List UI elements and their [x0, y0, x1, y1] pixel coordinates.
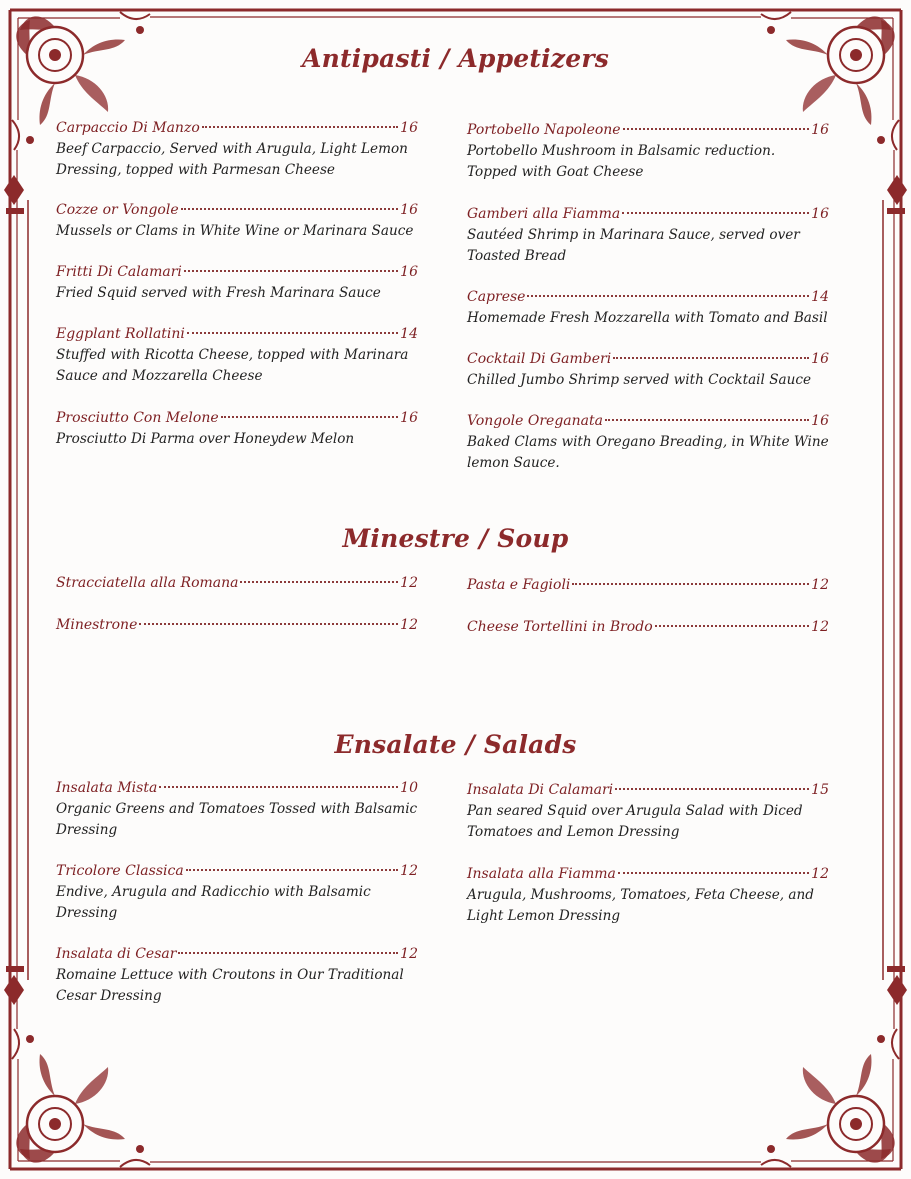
item-name: Eggplant Rollatini: [56, 326, 185, 342]
item-price: 12: [400, 617, 418, 633]
item-description: Sautéed Shrimp in Marinara Sauce, served over Toasted Bread: [467, 227, 800, 264]
item-name: Carpaccio Di Manzo: [56, 120, 200, 136]
item-name: Tricolore Classica: [56, 863, 184, 879]
section-title-minestre: Minestre / Soup: [342, 524, 569, 553]
dotted-leader: [572, 583, 809, 585]
menu-item: [467, 206, 829, 266]
menu-item: [56, 780, 418, 840]
item-name: Gamberi alla Fiamma: [467, 206, 621, 222]
item-name: Cheese Tortellini in Brodo: [467, 619, 653, 635]
section-title-ensalate: Ensalate / Salads: [334, 730, 577, 759]
item-price: 16: [400, 410, 418, 426]
item-description: Baked Clams with Oregano Breading, in White Wine lemon Sauce.: [467, 434, 829, 471]
item-description: Pan seared Squid over Arugula Salad with Diced Tomatoes and Lemon Dressing: [467, 803, 803, 840]
menu-item: [467, 782, 829, 842]
item-description: Chilled Jumbo Shrimp served with Cocktail Sauce: [467, 372, 812, 388]
item-description: Fried Squid served with Fresh Marinara Sauce: [56, 285, 381, 301]
menu-item: [467, 413, 829, 473]
item-name: Fritti Di Calamari: [56, 264, 182, 280]
item-name: Portobello Napoleone: [467, 122, 621, 138]
item-price: 16: [400, 264, 418, 280]
dotted-leader: [184, 270, 398, 272]
dotted-leader: [613, 357, 809, 359]
item-description: Homemade Fresh Mozzarella with Tomato and Basil: [467, 310, 828, 326]
dotted-leader: [622, 212, 809, 214]
item-description: Portobello Mushroom in Balsamic reduction. Topped with Goat Cheese: [467, 143, 776, 180]
dotted-leader: [186, 869, 398, 871]
item-price: 12: [400, 946, 418, 962]
item-description: Romaine Lettuce with Croutons in Our Traditional Cesar Dressing: [56, 967, 404, 1004]
menu-item: [56, 617, 418, 636]
item-description: Beef Carpaccio, Served with Arugula, Light Lemon Dressing, topped with Parmesan Cheese: [56, 141, 408, 178]
menu-item: [467, 577, 829, 596]
dotted-leader: [527, 295, 809, 297]
item-price: 14: [811, 289, 829, 305]
item-price: 15: [811, 782, 829, 798]
dotted-leader: [178, 952, 398, 954]
menu-item: [56, 410, 418, 450]
item-description: Arugula, Mushrooms, Tomatoes, Feta Cheese, and Light Lemon Dressing: [467, 887, 814, 924]
item-price: 10: [400, 780, 418, 796]
menu-item: [467, 619, 829, 638]
dotted-leader: [159, 786, 398, 788]
menu-item: [467, 866, 829, 926]
item-name: Insalata Di Calamari: [467, 782, 614, 798]
dotted-leader: [221, 416, 399, 418]
item-name: Pasta e Fagioli: [467, 577, 571, 593]
item-name: Minestrone: [56, 617, 138, 633]
item-price: 16: [811, 122, 829, 138]
item-price: 16: [811, 351, 829, 367]
item-name: Cozze or Vongole: [56, 202, 179, 218]
dotted-leader: [202, 126, 398, 128]
item-price: 16: [400, 202, 418, 218]
dotted-leader: [187, 332, 398, 334]
menu-item: [56, 202, 418, 242]
item-name: Caprese: [467, 289, 526, 305]
item-description: Stuffed with Ricotta Cheese, topped with Marinara Sauce and Mozzarella Cheese: [56, 347, 409, 384]
menu-item: [467, 122, 829, 182]
menu-item: [56, 120, 418, 180]
item-price: 16: [400, 120, 418, 136]
item-description: Prosciutto Di Parma over Honeydew Melon: [56, 431, 355, 447]
item-name: Cocktail Di Gamberi: [467, 351, 612, 367]
item-price: 16: [811, 206, 829, 222]
item-name: Prosciutto Con Melone: [56, 410, 219, 426]
menu-item: [56, 264, 418, 304]
item-name: Insalata di Cesar: [56, 946, 177, 962]
dotted-leader: [240, 581, 398, 583]
dotted-leader: [623, 128, 810, 130]
item-price: 12: [811, 619, 829, 635]
item-price: 12: [811, 577, 829, 593]
dotted-leader: [139, 623, 398, 625]
item-description: Endive, Arugula and Radicchio with Balsamic Dressing: [56, 884, 371, 921]
item-name: Vongole Oreganata: [467, 413, 603, 429]
item-name: Insalata Mista: [56, 780, 158, 796]
item-price: 14: [400, 326, 418, 342]
item-price: 12: [400, 863, 418, 879]
menu-item: [467, 351, 829, 391]
menu-item: [56, 863, 418, 923]
dotted-leader: [615, 788, 809, 790]
dotted-leader: [618, 872, 809, 874]
item-price: 12: [400, 575, 418, 591]
dotted-leader: [181, 208, 399, 210]
item-description: Organic Greens and Tomatoes Tossed with Balsamic Dressing: [56, 801, 418, 838]
item-name: Stracciatella alla Romana: [56, 575, 239, 591]
menu-item: [467, 289, 829, 329]
dotted-leader: [655, 625, 810, 627]
menu-item: [56, 326, 418, 386]
menu-item: [56, 946, 418, 1006]
section-title-antipasti: Antipasti / Appetizers: [301, 44, 609, 73]
item-name: Insalata alla Fiamma: [467, 866, 616, 882]
dotted-leader: [605, 419, 809, 421]
item-description: Mussels or Clams in White Wine or Marinara Sauce: [56, 223, 414, 239]
item-price: 12: [811, 866, 829, 882]
item-price: 16: [811, 413, 829, 429]
menu-item: [56, 575, 418, 594]
